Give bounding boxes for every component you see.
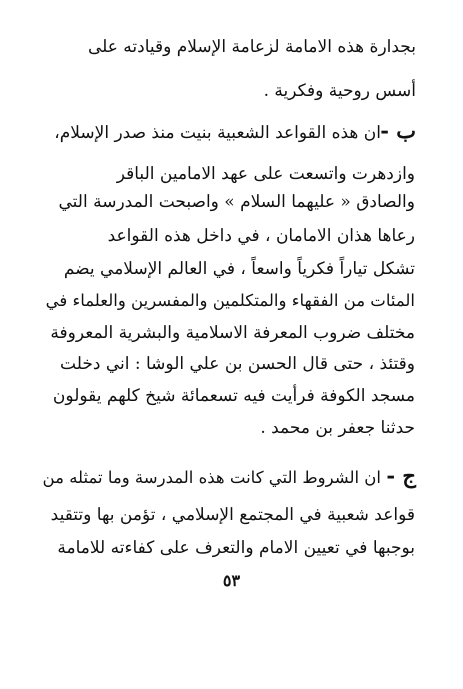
section-b-line-4: رعاها هذان الامامان ، في داخل هذه القواعد [107, 226, 415, 246]
section-b-line-10: حدثنا جعفر بن محمد . [260, 418, 415, 438]
intro-line-2: أسس روحية وفكرية . [263, 81, 416, 101]
section-b-line-7: مختلف ضروب المعرفة الاسلامية والبشرية المعروفة [50, 323, 415, 343]
section-b-line-5: تشكل تياراً فكرياً واسعاً ، في العالم الإسلامي يضم [63, 259, 415, 279]
section-b-marker: ب - [380, 118, 416, 143]
section-b-line-3: والصادق « عليهما السلام » واصبحت المدرسة التي [58, 192, 415, 212]
section-j-line-2: قواعد شعبية في المجتمع الإسلامي ، تؤمن بها وتتقيد [50, 505, 415, 525]
section-j-marker: ج - [386, 463, 416, 488]
section-b-line-8: وقتئذ ، حتى قال الحسن بن علي الوشا : اني دخلت [60, 354, 415, 374]
section-j-line-3: بوجبها في تعيين الامام والتعرف على كفاءته للامامة [57, 538, 415, 558]
section-b-line-1: ان هذه القواعد الشعبية بنيت منذ صدر الإسلام، [54, 123, 381, 143]
section-b-line-9: مسجد الكوفة فرأيت فيه تسعمائة شيخ كلهم يقولون [52, 386, 415, 406]
section-b-line-6: المئات من الفقهاء والمتكلمين والمفسرين والعلماء في [45, 291, 415, 310]
section-j-line-1: ان الشروط التي كانت هذه المدرسة وما تمثله من [42, 468, 381, 487]
page-number: ٥٣ [222, 571, 241, 590]
section-b-line-2: وازدهرت واتسعت على عهد الامامين الباقر [116, 164, 415, 184]
intro-line-1: بجدارة هذه الامامة لزعامة الإسلام وقيادته على [87, 37, 416, 57]
